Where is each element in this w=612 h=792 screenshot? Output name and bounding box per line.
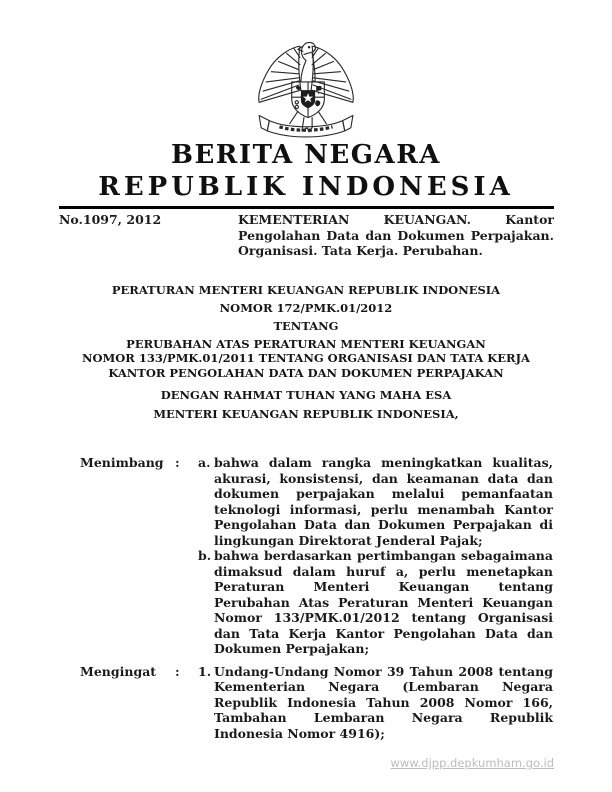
masthead-rule: [59, 206, 554, 209]
considering-label: Menimbang: [80, 455, 164, 470]
item-marker: 1.: [198, 663, 212, 679]
item-marker: a.: [198, 455, 211, 470]
considering-item-a: [198, 455, 553, 548]
preamble: [0, 386, 612, 423]
regulation-subject-line: PERUBAHAN ATAS PERATURAN MENTERI KEUANGAN: [126, 336, 486, 351]
recalling-section: [80, 664, 553, 742]
item-text: bahwa berdasarkan pertimbangan sebagaimana dimaksud dalam huruf a, perlu menetapkan Peraturan Menteri Keuangan tentang Perubahan Atas Peraturan Menteri Keuangan Nomor 133/PMK.01/2012 tentang Organisasi dan Tata Kerja Kantor Pengolahan Data dan Dokumen Perpajakan;: [214, 548, 553, 656]
gazette-title-line2: REPUBLIK INDONESIA: [98, 172, 514, 202]
item-marker: b.: [198, 548, 212, 563]
body-sections: [80, 455, 553, 741]
recalling-item-1: [198, 664, 553, 742]
considering-items: [198, 455, 553, 657]
garuda-eagle-icon: [252, 33, 360, 139]
invocation-line: DENGAN RAHMAT TUHAN YANG MAHA ESA: [160, 388, 452, 402]
authority-line: MENTERI KEUANGAN REPUBLIK INDONESIA,: [153, 406, 459, 421]
recalling-items: [198, 664, 553, 742]
footer-watermark-link[interactable]: www.djpp.depkumham.go.id: [390, 756, 554, 770]
regulation-subject-block: [0, 337, 612, 381]
masthead: [0, 139, 612, 203]
gazette-title-line1: BERITA NEGARA: [171, 140, 441, 170]
item-text: Undang-Undang Nomor 39 Tahun 2008 tentang Kementerian Negara (Lembaran Negara Republik Indonesia Tahun 2008 Nomor 166, Tambahan Lembaran Negara Republik Indonesia Nomor 4916);: [214, 663, 553, 741]
item-text: bahwa dalam rangka meningkatkan kualitas, akurasi, konsistensi, dan keamanan data dan dokumen perpajakan melalui pemanfaatan teknologi informasi, perlu menambah Kantor Pengolahan Data dan Dokumen Perpajakan di lingkungan Direktorat Jenderal Pajak;: [214, 455, 553, 548]
garuda-pancasila-emblem: [252, 33, 360, 139]
considering-colon: :: [175, 455, 180, 470]
considering-item-b: [198, 548, 553, 657]
regulation-subject-line: KANTOR PENGOLAHAN DATA DAN DOKUMEN PERPAJAKAN: [108, 365, 504, 380]
regulation-tentang-line: TENTANG: [273, 319, 339, 334]
gazette-header: [59, 212, 554, 259]
regulation-number-line: NOMOR 172/PMK.01/2012: [219, 301, 393, 316]
recalling-colon: :: [175, 663, 180, 679]
issue-number: No.1097, 2012: [59, 212, 162, 227]
considering-section: [80, 455, 553, 657]
regulation-institution-line: PERATURAN MENTERI KEUANGAN REPUBLIK INDONESIA: [111, 283, 501, 297]
subject-abstract: KEMENTERIAN KEUANGAN. Kantor Pengolahan Data dan Dokumen Perpajakan. Organisasi. Tata Kerja. Perubahan.: [238, 212, 554, 258]
regulation-heading: [0, 281, 612, 380]
regulation-subject-line: NOMOR 133/PMK.01/2011 TENTANG ORGANISASI DAN TATA KERJA: [82, 351, 530, 366]
recalling-label: Mengingat: [80, 663, 157, 679]
